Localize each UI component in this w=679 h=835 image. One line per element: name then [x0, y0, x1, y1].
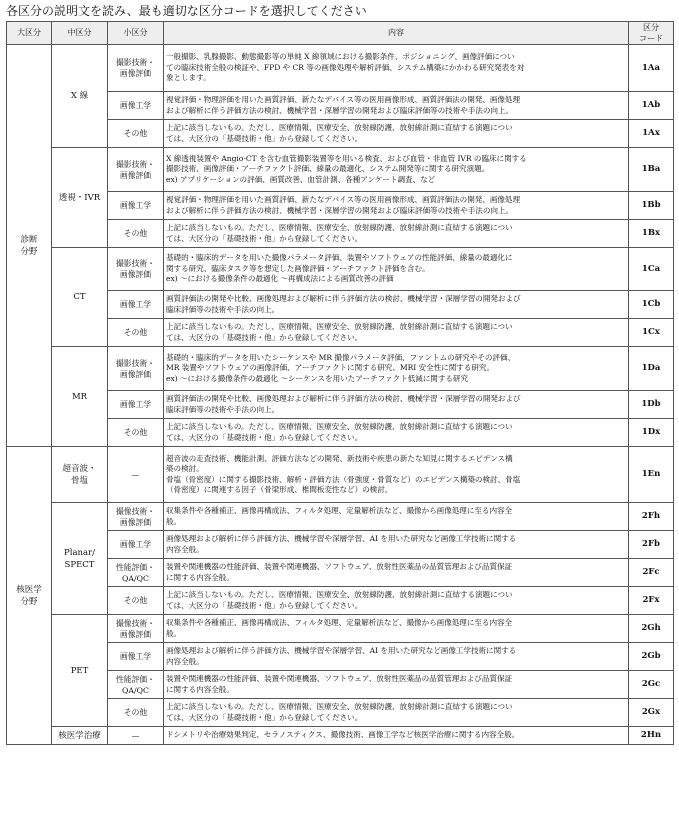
table-row	[7, 531, 674, 559]
minor-category	[108, 45, 164, 92]
minor-category-text: その他	[123, 428, 148, 437]
table-row	[7, 643, 674, 671]
minor-category	[108, 391, 164, 419]
description-line: 撮影技術、画像評価・アーチファクト評価、線量の最適化、システム開発等に関する研究演題。	[166, 164, 490, 174]
description-line: 視覚評価・物理評価を用いた画質評価、新たなデバイス等の医用画像形成、画質評価法の開発、画像処理	[166, 95, 521, 105]
category-code: 2Gh	[629, 615, 674, 643]
description-line: ドシメトリや治療効果判定、セラノスティクス、撮像技術、画像工学など核医学治療に関する内容全般。	[166, 730, 520, 740]
description-line: ex) ～における撮像条件の最適化 ～シーケンスを用いたアーチファクト低減に関する研究	[166, 373, 468, 383]
description-line: 基礎的・臨床的データを用いた撮像パラメータ評価、装置やソフトウェアの性能評価、線量の最適化に	[166, 253, 513, 263]
minor-category	[108, 699, 164, 727]
description-line: 収集条件や各種補正、画像再構成法、フィルタ処理、定量解析法など、撮像から画像処理に至る内容全	[166, 506, 513, 516]
description	[164, 419, 629, 447]
header-code-line-1: 区分	[643, 23, 659, 32]
description-line: ex) アプリケーションの評価、画質改善、血管計測、各種アンケート調査、など	[166, 174, 436, 184]
table-row	[7, 192, 674, 220]
table-row	[7, 120, 674, 148]
minor-category	[108, 615, 164, 643]
category-code: 1En	[629, 447, 674, 503]
header-major: 大区分	[7, 22, 52, 45]
minor-category-text: 画像評価	[119, 270, 152, 279]
description-line: 上記に該当しないもの。ただし、医療情報、医療安全、放射線防護、放射線計測に直結する演題につい	[166, 422, 513, 432]
table-row	[7, 248, 674, 291]
description-line: ex) ～における撮像条件の最適化 ～再構成法による画質改善の評価	[166, 274, 394, 284]
description-line: 上記に該当しないもの。ただし、医療情報、医療安全、放射線防護、放射線計測に直結する演題につい	[166, 123, 513, 133]
description-line: ては、大区分の「基礎技術・他」から登録してください。	[166, 233, 363, 243]
category-code: 1Ca	[629, 248, 674, 291]
header-minor: 小区分	[108, 22, 164, 45]
description-line: 画像処理および解析に伴う評価方法、機械学習や深層学習、AI を用いた研究など画像工学技術に関する	[166, 646, 517, 656]
table-row	[7, 503, 674, 531]
minor-category-text: 画像工学	[119, 201, 152, 210]
major-category-text: 分野	[20, 246, 38, 257]
category-code: 1Cb	[629, 291, 674, 319]
description	[164, 559, 629, 587]
minor-category	[108, 503, 164, 531]
table-row	[7, 291, 674, 319]
minor-category-text: 撮影技術・	[116, 159, 155, 169]
table-row	[7, 220, 674, 248]
minor-category-text: その他	[123, 129, 148, 138]
minor-category	[108, 587, 164, 615]
description-line: 視覚評価・物理評価を用いた画質評価、新たなデバイス等の医用画像形成、画質評価法の開発、画像処理	[166, 195, 521, 205]
table-row	[7, 319, 674, 347]
description-line: に関する内容全般。	[166, 572, 234, 582]
table-row	[7, 587, 674, 615]
middle-category-ivr	[52, 148, 108, 248]
category-code: 2Gb	[629, 643, 674, 671]
description	[164, 531, 629, 559]
description	[164, 92, 629, 120]
description-line: 基礎的・臨床的データを用いたシーケンスや MR 撮像パラメータ評価、ファントムの研究やその評価、	[166, 352, 516, 362]
description-line: 内容全般。	[166, 656, 204, 666]
minor-category-text: 画像評価	[119, 629, 152, 639]
minor-category-text: —	[131, 731, 140, 740]
category-code: 2Fb	[629, 531, 674, 559]
category-code: 2Fx	[629, 587, 674, 615]
middle-category-xray	[52, 45, 108, 148]
minor-category	[108, 531, 164, 559]
category-code: 2Hn	[629, 727, 674, 745]
description-line: （骨密度）に関連する因子（骨梁形成、椎間板変性など）の検討。	[166, 484, 393, 494]
middle-category-mr	[52, 347, 108, 447]
table-row	[7, 391, 674, 419]
minor-category	[108, 92, 164, 120]
minor-category	[108, 347, 164, 391]
description-line: 上記に該当しないもの。ただし、医療情報、医療安全、放射線防護、放射線計測に直結する演題につい	[166, 590, 513, 600]
minor-category-text: 撮像技術・	[116, 506, 155, 516]
category-code: 1Da	[629, 347, 674, 391]
description	[164, 120, 629, 148]
table-row	[7, 559, 674, 587]
description-line: ては、大区分の「基礎技術・他」から登録してください。	[166, 600, 363, 610]
description	[164, 291, 629, 319]
minor-category	[108, 220, 164, 248]
category-code: 1Aa	[629, 45, 674, 92]
middle-category-text: MR	[71, 391, 88, 402]
description-line: 画質評価法の開発や比較、画像処理および解析に伴う評価方法の検討、機械学習・深層学習の開発および	[166, 294, 521, 304]
middle-category-text: SPECT	[64, 559, 95, 570]
description-line: に関する内容全般。	[166, 684, 234, 694]
description-line: 超音波の走査技術、機能計測、評価方法などの開発、新技術や疾患の新たな知見に関するエビデンス構	[166, 453, 513, 463]
header-code	[629, 22, 674, 45]
middle-category-text: PET	[70, 665, 89, 676]
minor-category-text: 画像評価	[119, 69, 152, 78]
minor-category-text: 画像工学	[119, 652, 152, 661]
minor-category-text: 画像工学	[119, 101, 152, 110]
description-line: ての臨床技術全般の検証や、FPD や CR 等の画像処理や解析評価、システム構築にかかわる研究発表を対	[166, 62, 525, 72]
description-line: 装置や関連機器の性能評価、装置や関連機器、ソフトウェア、放射性医薬品の品質管理および品質保証	[166, 674, 513, 684]
table-row	[7, 671, 674, 699]
description-line: 関する研究、臨床タスク等を想定した画像評価・アーチファクト評価を含む。	[166, 263, 430, 273]
description-line: 内容全般。	[166, 544, 204, 554]
description-line: 画像処理および解析に伴う評価方法、機械学習や深層学習、AI を用いた研究など画像工学技術に関する	[166, 534, 517, 544]
description	[164, 727, 629, 745]
description-line: ては、大区分の「基礎技術・他」から登録してください。	[166, 133, 363, 143]
middle-category-spect	[52, 503, 108, 615]
description-line: 上記に該当しないもの。ただし、医療情報、医療安全、放射線防護、放射線計測に直結する演題につい	[166, 322, 513, 332]
middle-category-text: X 線	[70, 91, 89, 101]
category-code: 1Db	[629, 391, 674, 419]
minor-category	[108, 120, 164, 148]
middle-category-text: CT	[73, 292, 86, 302]
description	[164, 148, 629, 192]
description	[164, 615, 629, 643]
middle-category-text: 骨塩	[70, 475, 88, 486]
major-category-text: 診断	[20, 234, 38, 245]
middle-category-pet	[52, 615, 108, 727]
minor-category-text: 画像評価	[119, 517, 152, 527]
description-line: 画質評価法の開発や比較、画像処理および解析に伴う評価方法の検討、機械学習・深層学習の開発および	[166, 394, 521, 404]
minor-category-text: 性能評価・	[116, 674, 155, 684]
minor-category	[108, 447, 164, 503]
description-line: MR 装置やソフトウェアの画像評価、アーチファクトに関する研究、MRI 安全性に関する研究。	[166, 363, 494, 373]
minor-category-text: その他	[123, 328, 148, 337]
category-code: 2Fc	[629, 559, 674, 587]
minor-category-text: 撮影技術・	[116, 58, 155, 67]
description	[164, 248, 629, 291]
minor-category	[108, 643, 164, 671]
description	[164, 192, 629, 220]
table-row	[7, 447, 674, 503]
page-title: 各区分の説明文を読み、最も適切な区分コードを選択してください	[6, 4, 367, 18]
major-category-text: 核医学	[16, 584, 42, 595]
description-line: 一般撮影、乳腺撮影、動態撮影等の単純 X 線領域における撮影条件、ポジショニング、画像評価につい	[166, 52, 515, 62]
table-row	[7, 419, 674, 447]
minor-category	[108, 727, 164, 745]
minor-category-text: 画像工学	[119, 400, 152, 409]
header-middle: 中区分	[52, 22, 108, 45]
description	[164, 587, 629, 615]
description-line: 築の検討。	[166, 464, 204, 474]
table-row	[7, 347, 674, 391]
minor-category-text: その他	[123, 596, 148, 605]
description	[164, 45, 629, 92]
table-header-row	[7, 22, 674, 45]
minor-category-text: その他	[123, 708, 148, 717]
middle-category-us	[52, 447, 108, 503]
middle-category-text: 核医学治療	[58, 730, 101, 741]
description-line: および解析に伴う評価方法の検討、機械学習・深層学習の開発および臨床評価等の技術や手法の向上。	[166, 105, 514, 115]
description-line: ては、大区分の「基礎技術・他」から登録してください。	[166, 432, 363, 442]
middle-category-text: Planar/	[64, 547, 95, 558]
minor-category-text: 画像工学	[119, 540, 152, 549]
description-line: 収集条件や各種補正、画像再構成法、フィルタ処理、定量解析法など、撮像から画像処理に至る内容全	[166, 618, 513, 628]
middle-category-text: 透視・IVR	[58, 192, 101, 203]
description-line: 般。	[166, 628, 182, 638]
description	[164, 391, 629, 419]
category-code: 1Dx	[629, 419, 674, 447]
minor-category-text: —	[131, 470, 140, 479]
description-line: 上記に該当しないもの。ただし、医療情報、医療安全、放射線防護、放射線計測に直結する演題につい	[166, 223, 513, 233]
minor-category-text: 性能評価・	[116, 562, 155, 572]
minor-category-text: 撮影技術・	[116, 358, 155, 368]
major-category-diag	[7, 45, 52, 447]
minor-category	[108, 148, 164, 192]
category-code: 2Gc	[629, 671, 674, 699]
category-code: 2Gx	[629, 699, 674, 727]
description-line: ては、大区分の「基礎技術・他」から登録してください。	[166, 712, 363, 722]
table-row	[7, 92, 674, 120]
description	[164, 220, 629, 248]
minor-category	[108, 559, 164, 587]
minor-category-text: 画像評価	[119, 369, 152, 379]
middle-category-text: 超音波・	[62, 463, 97, 474]
description-line: 象とします。	[166, 73, 211, 83]
middle-category-therapy	[52, 727, 108, 745]
minor-category-text: 撮像技術・	[116, 618, 155, 628]
minor-category	[108, 671, 164, 699]
description	[164, 319, 629, 347]
table-row	[7, 45, 674, 92]
major-category-nuc	[7, 447, 52, 745]
major-category-text: 分野	[20, 596, 38, 607]
description	[164, 447, 629, 503]
description-line: 臨床評価等の技術や手法の向上。	[166, 404, 280, 414]
description-line: 上記に該当しないもの。ただし、医療情報、医療安全、放射線防護、放射線計測に直結する演題につい	[166, 702, 513, 712]
minor-category	[108, 419, 164, 447]
description-line: 臨床評価等の技術や手法の向上。	[166, 304, 280, 314]
category-code-table	[6, 21, 674, 745]
description-line: 骨塩（骨密度）に関する撮影技術、解析・評価方法（骨強度・骨質など）のエビデンス構築の検討、骨塩	[166, 474, 521, 484]
minor-category	[108, 192, 164, 220]
description-line: および解析に伴う評価方法の検討、機械学習・深層学習の開発および臨床評価等の技術や手法の向上。	[166, 205, 514, 215]
category-code: 1Ba	[629, 148, 674, 192]
description	[164, 503, 629, 531]
category-code: 1Bx	[629, 220, 674, 248]
minor-category-text: 画像工学	[119, 300, 152, 309]
category-code: 1Ab	[629, 92, 674, 120]
category-code: 1Ax	[629, 120, 674, 148]
category-code: 1Bb	[629, 192, 674, 220]
minor-category	[108, 291, 164, 319]
minor-category-text: QA/QC	[121, 573, 149, 583]
description-line: ては、大区分の「基礎技術・他」から登録してください。	[166, 332, 363, 342]
minor-category-text: 撮影技術・	[116, 259, 155, 268]
middle-category-ct	[52, 248, 108, 347]
minor-category	[108, 319, 164, 347]
minor-category-text: QA/QC	[121, 685, 149, 695]
description-line: 般。	[166, 516, 182, 526]
table-row	[7, 727, 674, 745]
header-code-line-2: コード	[639, 34, 663, 43]
table-row	[7, 148, 674, 192]
description-line: 装置や関連機器の性能評価、装置や関連機器、ソフトウェア、放射性医薬品の品質管理および品質保証	[166, 562, 513, 572]
description-line: X 線透視装置や Angio-CT を含む血管撮影装置等を用いる検査、および血管・非血管 IVR の臨床に関する	[166, 153, 527, 163]
description	[164, 699, 629, 727]
category-code: 2Fh	[629, 503, 674, 531]
minor-category-text: その他	[123, 229, 148, 238]
header-content: 内容	[164, 22, 629, 45]
description	[164, 643, 629, 671]
table-body	[7, 45, 674, 745]
minor-category-text: 画像評価	[119, 170, 152, 180]
description	[164, 671, 629, 699]
table-row	[7, 615, 674, 643]
category-code: 1Cx	[629, 319, 674, 347]
table-row	[7, 699, 674, 727]
minor-category	[108, 248, 164, 291]
description	[164, 347, 629, 391]
